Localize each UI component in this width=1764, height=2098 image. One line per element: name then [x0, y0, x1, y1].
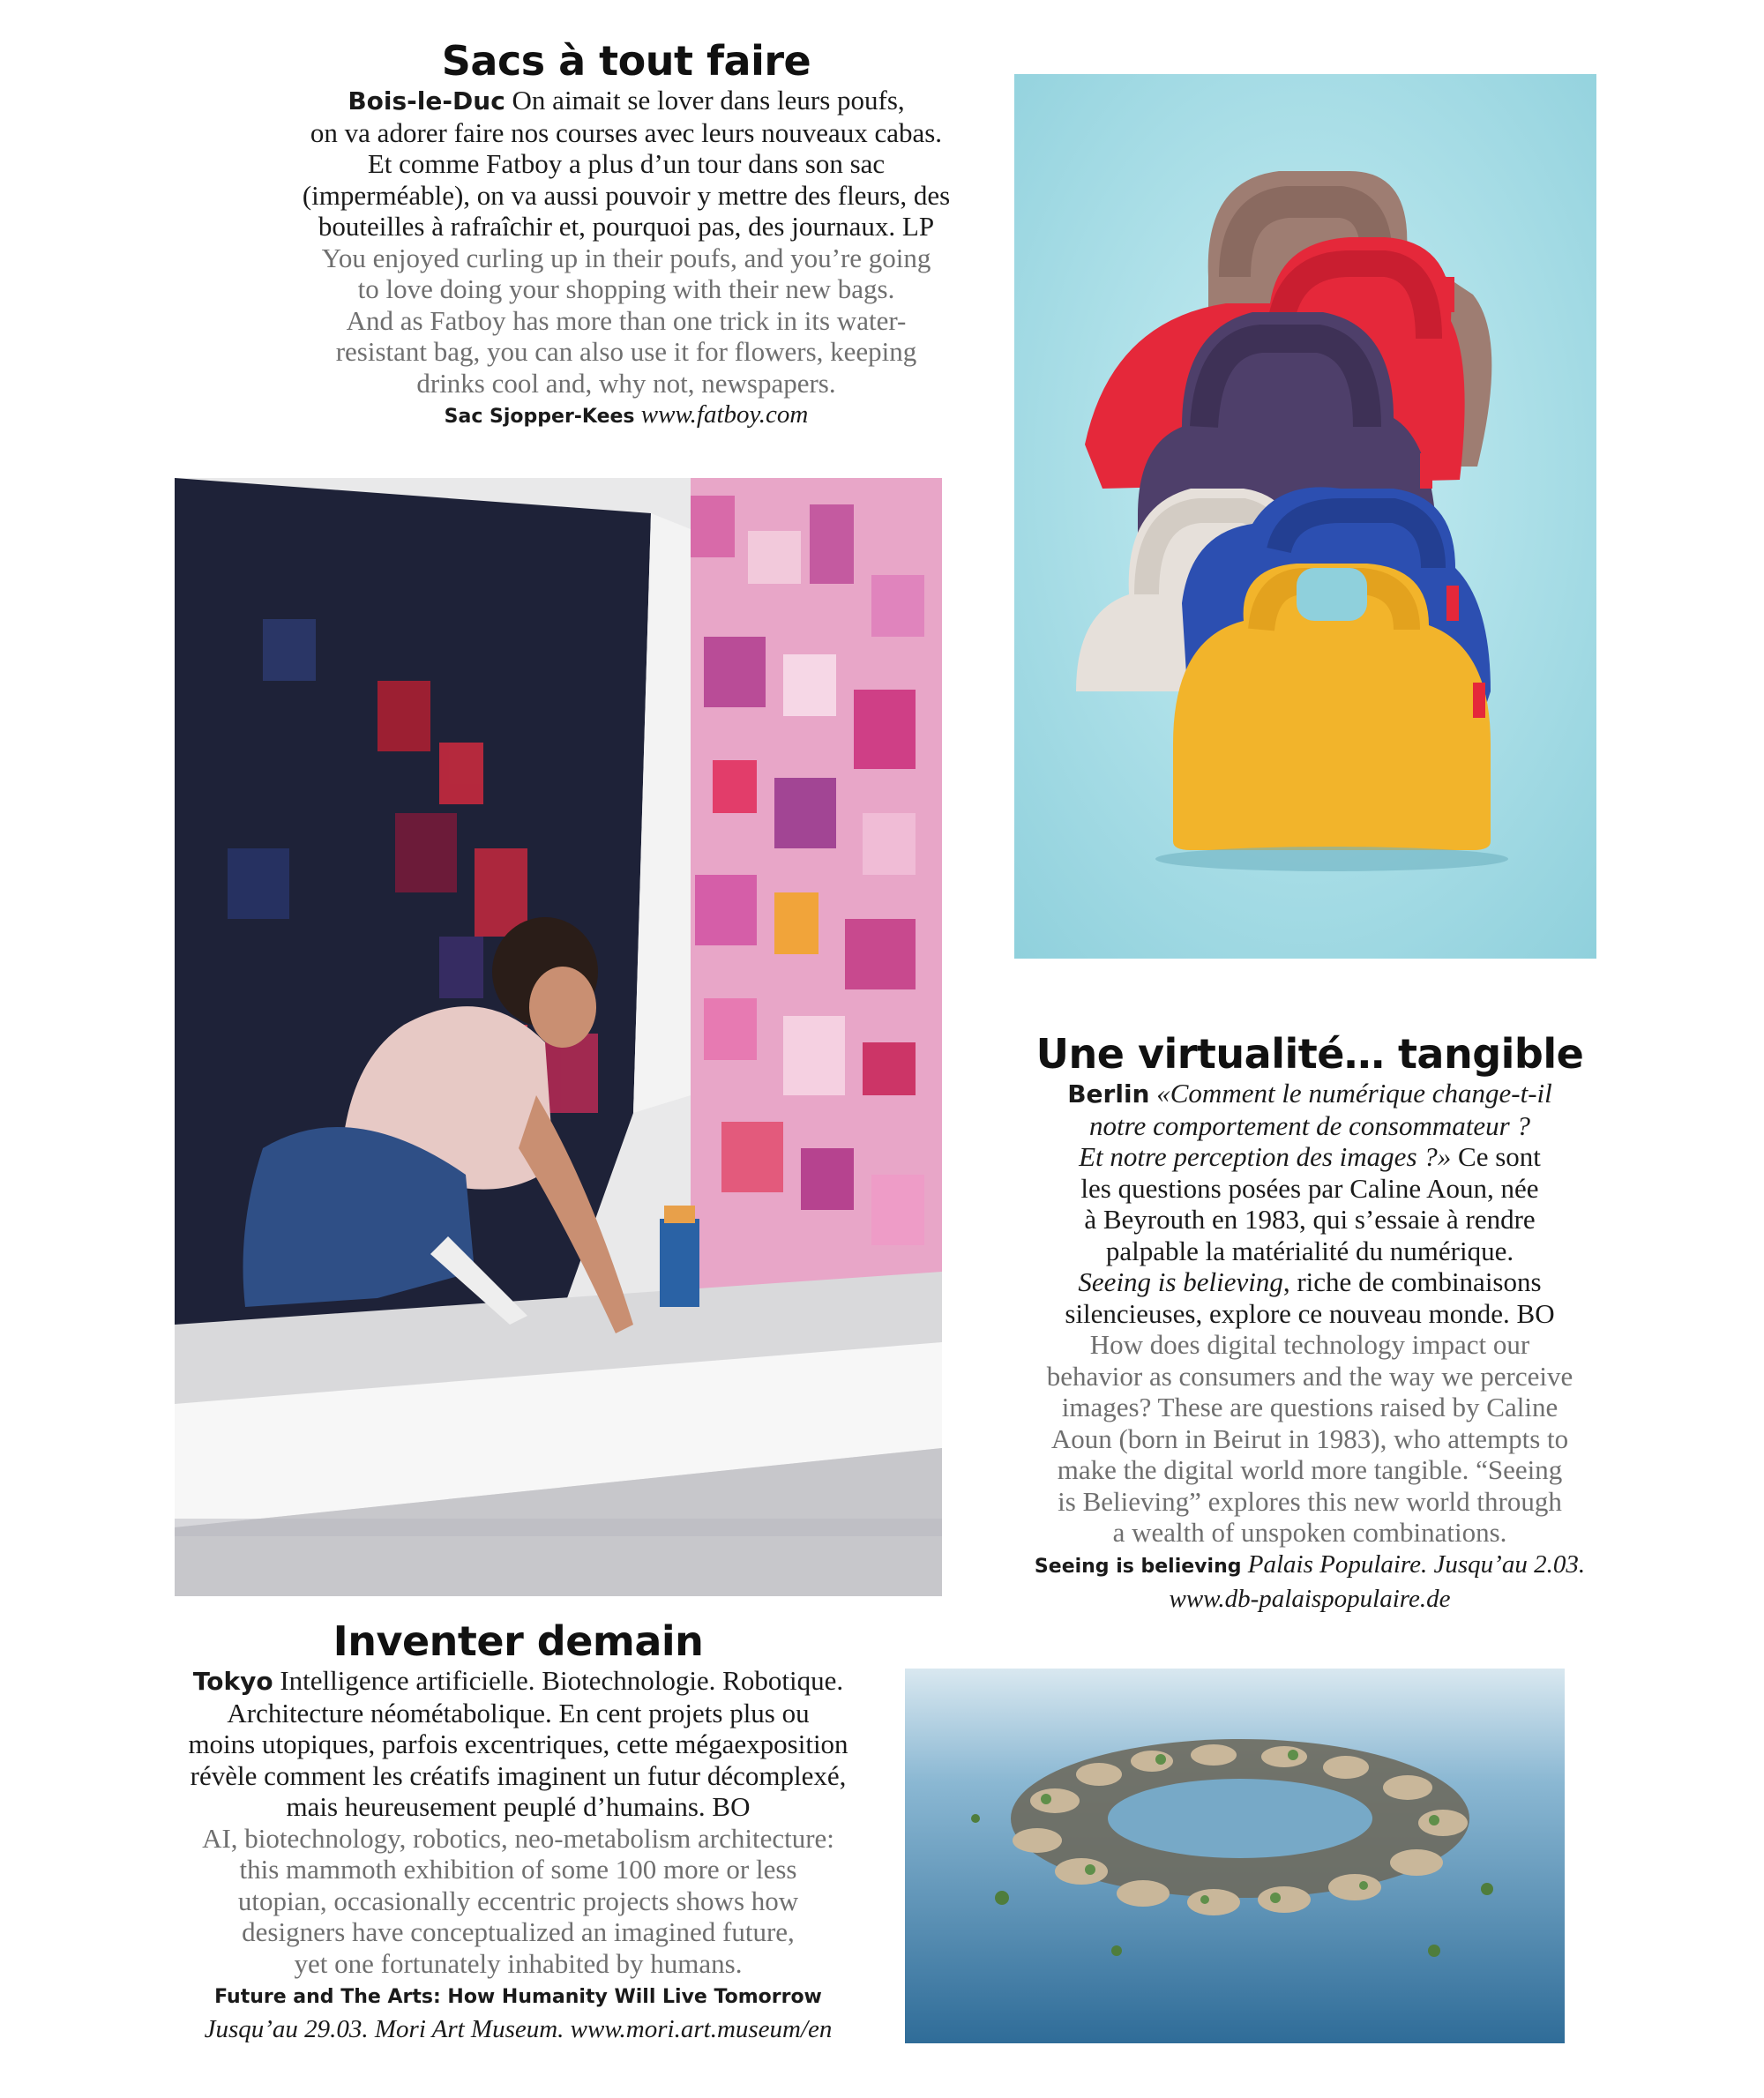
floating-city-photo: [905, 1669, 1565, 2043]
headline-tomorrow: Inventer demain: [333, 1617, 704, 1665]
headline-bags: Sacs à tout faire: [441, 37, 811, 85]
stacked-bags-photo: [1014, 74, 1596, 959]
credit-virtual: Seeing is believing Palais Populaire. Jusqu’au 2.03. www.db-palaispopulaire.de: [1034, 1549, 1586, 1613]
article-tomorrow-fr: Tokyo Intelligence artificielle. Biotechnologie. Robotique. Architecture néométabolique. En cent projets plus ou moins utopiques, parfois excentriques, cette mégaexposition révèle comment les créatifs imaginent un futur décomplexé, mais heureusement peuplé d’humains. BO: [188, 1665, 848, 1822]
article-tomorrow-en: AI, biotechnology, robotics, neo-metabolism architecture: this mammoth exhibition of some 100 more or less utopian, occasionally eccentric projects shows how designers have conceptualized an imagined future, yet one fortunately inhabited by humans.: [202, 1822, 834, 1979]
article-bags-en: You enjoyed curling up in their poufs, and you’re going to love doing your shopping with their new bags. And as Fatboy has more than one trick in its water- resistant bag, you can also use it for flowers, keeping drinks cool and, why not, newspapers.: [321, 242, 931, 399]
article-virtual-en: How does digital technology impact our behavior as consumers and the way we perceive images? These are questions raised by Caline Aoun (born in Beirut in 1983), who attempts to make the digital world more tangible. “Seeing is Believing” explores this new world through a wealth of unspoken combinations.: [1046, 1329, 1573, 1548]
article-virtual: [970, 1030, 1649, 1615]
artist-installing-photo: [175, 478, 942, 1596]
article-bags: [265, 37, 988, 433]
credit-tomorrow: Future and The Arts: How Humanity Will Live Tomorrow Jusqu’au 29.03. Mori Art Museum. www.mori.art.museum/en: [204, 1986, 833, 2043]
place-bois-le-duc: Bois-le-Duc: [348, 86, 505, 116]
place-berlin: Berlin: [1067, 1079, 1150, 1109]
article-bags-fr: Bois-le-Duc On aimait se lover dans leurs poufs, on va adorer faire nos courses avec leurs nouveaux cabas. Et comme Fatboy a plus d’un tour dans son sac (imperméable), on va aussi pouvoir y mettre des fleurs, des bouteilles à rafraîchir et, pourquoi pas, des journaux. LP: [302, 85, 951, 242]
place-tokyo: Tokyo: [192, 1667, 273, 1696]
article-virtual-fr: Berlin «Comment le numérique change-t-il notre comportement de consommateur ? Et notre perception des images ?» Ce sont les questions posées par Caline Aoun, née à Beyrouth en 1983, qui s’essaie à rendre palpable la matérialité du numérique. Seeing is believing, riche de combinaisons silencieuses, explore ce nouveau monde. BO: [1065, 1078, 1555, 1329]
article-tomorrow: [163, 1617, 873, 2045]
headline-virtual: Une virtualité… tangible: [1035, 1030, 1584, 1078]
credit-bags: Sac Sjopper-Kees www.fatboy.com: [444, 400, 809, 429]
